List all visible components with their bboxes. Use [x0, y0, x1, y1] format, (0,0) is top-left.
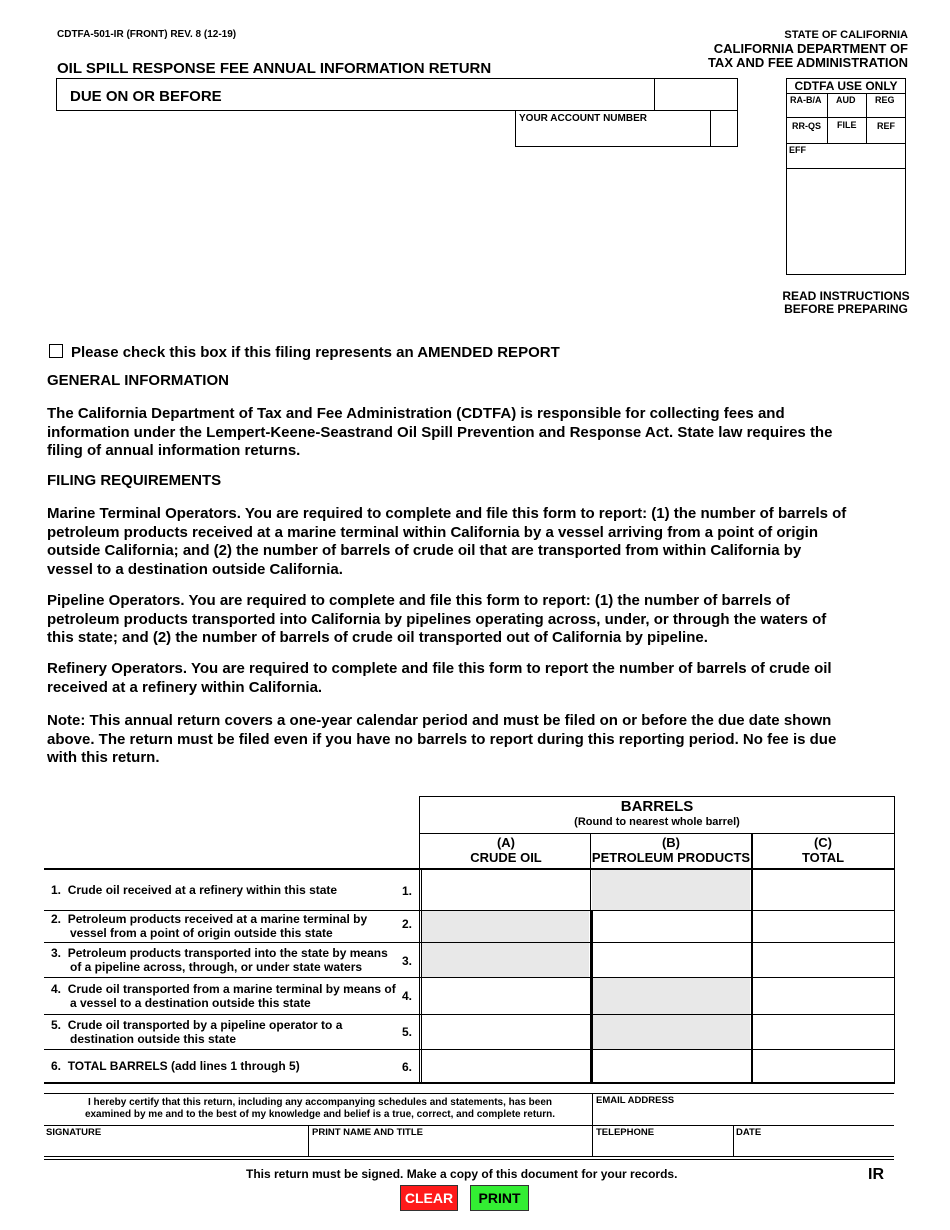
state-label: STATE OF CALIFORNIA [784, 29, 908, 41]
footer-note: This return must be signed. Make a copy of this document for your records. [246, 1167, 678, 1181]
column-a-header [422, 835, 590, 865]
print-name-title-label: PRINT NAME AND TITLE [312, 1127, 424, 1138]
line-1-col-b [592, 870, 750, 910]
telephone-label: TELEPHONE [596, 1127, 655, 1138]
table-border [894, 796, 895, 1084]
print-button[interactable]: PRINT [470, 1185, 529, 1211]
line-2-tag: 2. [402, 917, 413, 931]
column-b-header [591, 835, 751, 865]
use-aud: AUD [836, 95, 856, 105]
signature-field[interactable] [44, 1138, 307, 1156]
line-3-text-cont: of a pipeline across, through, or under state waters [70, 960, 363, 974]
line-2-text-cont: vessel from a point of origin outside this state [70, 926, 333, 940]
line-6-col-c[interactable] [753, 1050, 894, 1082]
line-3-col-c[interactable] [753, 943, 894, 977]
line-4-text: Crude oil transported from a marine terminal by means of [67, 982, 396, 996]
divider [866, 93, 867, 143]
column-b-title: PETROLEUM PRODUCTS [591, 850, 751, 865]
column-c-title: TOTAL [801, 850, 845, 865]
table-border [420, 796, 894, 797]
use-file: FILE [837, 120, 857, 130]
line-5-label [51, 1018, 342, 1046]
line-2-number: 2. [51, 912, 62, 926]
line-5-text-cont: destination outside this state [70, 1032, 237, 1046]
read-instructions [766, 290, 926, 316]
divider [827, 93, 828, 143]
note-text: Note: This annual return covers a one-year calendar period and must be filed on or before the due date shown above. The return must be filed even if you have no barrels to report during this reporting period. No fee is due with this return. [47, 712, 837, 766]
column-a-title: CRUDE OIL [470, 850, 542, 865]
telephone-field[interactable] [593, 1138, 732, 1156]
amended-report-label: Please check this box if this filing represents an AMENDED REPORT [71, 344, 560, 361]
row-divider [44, 1082, 894, 1084]
barrels-heading: BARRELS [620, 798, 694, 815]
certification-line-1: I hereby certify that this return, including any accompanying schedules and statements, has been [87, 1097, 552, 1108]
line-2-col-a [422, 911, 589, 942]
row-divider [44, 1014, 894, 1015]
cert-border [44, 1125, 894, 1126]
column-divider [421, 868, 422, 1084]
account-number-divider [710, 111, 711, 147]
column-c-letter: (C) [813, 835, 833, 850]
row-divider [44, 910, 894, 911]
line-3-tag: 3. [402, 954, 413, 968]
barrels-subheading: (Round to nearest whole barrel) [574, 816, 740, 828]
department-line-1: CALIFORNIA DEPARTMENT OF [713, 41, 908, 56]
column-a-letter: (A) [496, 835, 516, 850]
row-divider [44, 942, 894, 943]
filing-requirements-heading: FILING REQUIREMENTS [47, 472, 222, 489]
line-1-col-a[interactable] [422, 870, 589, 910]
email-address-field[interactable] [593, 1107, 894, 1124]
read-instructions-line-1: READ INSTRUCTIONS [782, 289, 910, 303]
line-1-text: Crude oil received at a refinery within this state [67, 883, 338, 897]
line-5-col-a[interactable] [422, 1015, 589, 1049]
use-reg: REG [875, 95, 895, 105]
table-border [420, 833, 894, 834]
line-2-label [51, 912, 367, 940]
line-3-col-b[interactable] [592, 943, 750, 977]
column-divider [591, 910, 593, 1084]
line-4-col-c[interactable] [753, 978, 894, 1014]
account-number-label: YOUR ACCOUNT NUMBER [519, 113, 647, 124]
line-4-col-a[interactable] [422, 978, 589, 1014]
line-1-tag: 1. [402, 884, 413, 898]
column-divider [751, 833, 753, 1084]
pipeline-operators-text: Pipeline Operators. You are required to complete and file this form to report: (1) the number of barrels of petroleum products transported into California by pipelines operating across, under, or through the waters of this state; and (2) the number of barrels of crude oil transported out of California by pipeline. [47, 592, 827, 646]
divider [786, 93, 906, 94]
email-address-label: EMAIL ADDRESS [596, 1095, 675, 1106]
line-2-text: Petroleum products received at a marine terminal by [67, 912, 368, 926]
line-4-number: 4. [51, 982, 62, 996]
marine-terminal-text: Marine Terminal Operators. You are required to complete and file this form to report: (1) the number of barrels of petroleum products received at a marine terminal within California by a vessel arriving from a point of origin outside California; and (2) the number of barrels of crude oil that are transported from within California by vessel to a destination outside California. [47, 505, 847, 578]
certification-statement [70, 1097, 570, 1121]
date-label: DATE [736, 1127, 762, 1138]
read-instructions-line-2: BEFORE PREPARING [784, 302, 908, 316]
clear-button[interactable]: CLEAR [400, 1185, 458, 1211]
line-6-col-a[interactable] [422, 1050, 589, 1082]
due-date-label: DUE ON OR BEFORE [70, 88, 222, 105]
line-1-label [51, 883, 337, 897]
general-information-heading: GENERAL INFORMATION [47, 372, 229, 389]
refinery-operators-text: Refinery Operators. You are required to complete and file this form to report the number of barrels of crude oil received at a refinery within California. [47, 660, 832, 696]
line-1-col-c[interactable] [753, 870, 894, 910]
line-4-col-b [592, 978, 750, 1014]
cdtfa-use-only-box [786, 78, 906, 275]
divider [786, 117, 906, 118]
amended-report-checkbox[interactable] [49, 344, 63, 358]
line-3-text: Petroleum products transported into the state by means [67, 946, 388, 960]
line-4-tag: 4. [402, 989, 413, 1003]
line-4-label [51, 982, 396, 1010]
line-6-tag: 6. [402, 1060, 413, 1074]
divider [786, 168, 906, 169]
signature-label: SIGNATURE [46, 1127, 102, 1138]
line-6-number: 6. [51, 1059, 62, 1073]
line-6-label [51, 1059, 300, 1073]
department-line-2: TAX AND FEE ADMINISTRATION [707, 55, 908, 70]
cert-border [44, 1093, 894, 1094]
line-5-tag: 5. [402, 1025, 413, 1039]
use-rr-qs: RR-QS [792, 121, 821, 131]
line-6-col-b[interactable] [592, 1050, 750, 1082]
general-information-text: The California Department of Tax and Fee Administration (CDTFA) is responsible for collecting fees and information under the Lempert-Keene-Seastrand Oil Spill Prevention and Response Act. State law requires the filing of annual information returns. [47, 405, 833, 459]
use-ref: REF [877, 121, 895, 131]
line-3-col-a [422, 943, 589, 977]
row-divider [44, 1049, 894, 1050]
use-ra-ba: RA-B/A [790, 95, 822, 105]
line-5-col-b [592, 1015, 750, 1049]
line-4-text-cont: a vessel to a destination outside this state [70, 996, 311, 1010]
cert-border [44, 1156, 894, 1157]
date-field[interactable] [734, 1138, 894, 1156]
row-divider [44, 977, 894, 978]
cert-border [44, 1159, 894, 1160]
form-title: OIL SPILL RESPONSE FEE ANNUAL INFORMATION RETURN [57, 60, 492, 77]
column-c-header [752, 835, 894, 865]
certification-line-2: examined by me and to the best of my knowledge and belief is a true, correct, and complete return. [84, 1109, 556, 1120]
use-eff: EFF [789, 145, 806, 155]
due-date-field[interactable] [654, 78, 738, 111]
divider [786, 143, 906, 144]
line-2-col-b[interactable] [592, 911, 750, 942]
form-id: CDTFA-501-IR (FRONT) REV. 8 (12-19) [57, 29, 237, 40]
line-5-number: 5. [51, 1018, 62, 1032]
form-code: IR [868, 1166, 884, 1183]
line-5-col-c[interactable] [753, 1015, 894, 1049]
line-3-label [51, 946, 388, 974]
line-6-text: TOTAL BARRELS (add lines 1 through 5) [67, 1059, 300, 1073]
line-3-number: 3. [51, 946, 62, 960]
line-5-text: Crude oil transported by a pipeline operator to a [67, 1018, 343, 1032]
table-border [419, 796, 420, 1084]
print-name-title-field[interactable] [309, 1138, 591, 1156]
column-b-letter: (B) [661, 835, 681, 850]
line-1-number: 1. [51, 883, 62, 897]
cdtfa-use-only-title: CDTFA USE ONLY [794, 79, 898, 93]
line-2-col-c[interactable] [753, 911, 894, 942]
